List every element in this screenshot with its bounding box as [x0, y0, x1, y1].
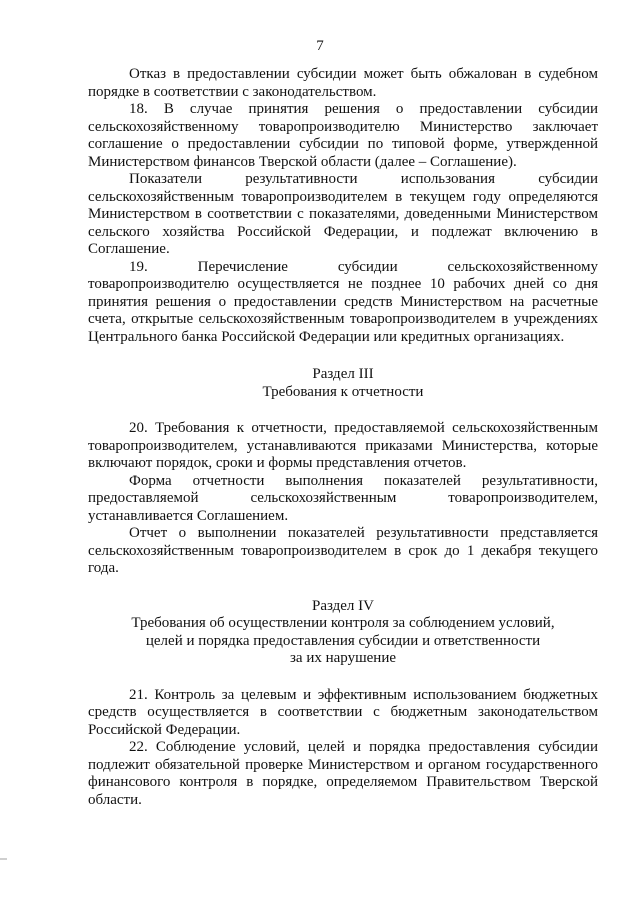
paragraph-18: 18. В случае принятия решения о предоставлении субсидии сельскохозяйственному товаропроизводителю Министерство заключает соглашение о предоставлении субсидии по типовой форме, утвержденной Министерством финансов Тверской области (далее – Соглашение).: [88, 101, 598, 170]
scan-edge-mark: [0, 858, 7, 860]
paragraph-report-form: Форма отчетности выполнения показателей результативности, предоставляемой сельскохозяйственным товаропроизводителем, устанавливается Соглашением.: [88, 472, 598, 524]
paragraph-20: 20. Требования к отчетности, предоставляемой сельскохозяйственным товаропроизводителем, устанавливаются приказами Министерства, которые включают порядок, сроки и формы представления отчетов.: [88, 420, 598, 471]
page-number: 7: [316, 38, 324, 54]
section-4-subtitle-line-3: за их нарушение: [289, 650, 397, 666]
section-3-title: Раздел III: [312, 366, 374, 382]
section-3-subtitle: Требования к отчетности: [262, 383, 424, 400]
paragraph-19: 19. Перечисление субсидии сельскохозяйственному товаропроизводителю осуществляется не позднее 10 рабочих дней со дня принятия решения о предоставлении средств Министерством на расчетные счета, открытые сельскохозяйственным товаропроизводителем в учреждениях Центрального банка Российской Федерации или кредитных организациях.: [88, 258, 598, 345]
paragraph-21: 21. Контроль за целевым и эффективным использованием бюджетных средств осуществляется в соответствии с бюджетным законодательством Российской Федерации.: [88, 686, 598, 738]
paragraph-report-deadline: Отчет о выполнении показателей результативности представляется сельскохозяйственным товаропроизводителем в срок до 1 декабря текущего года.: [88, 525, 598, 576]
paragraph-indicators: Показатели результативности использования субсидии сельскохозяйственным товаропроизводителем в текущем году определяются Министерством в соответствии с показателями, доведенными Министерством сельского хозяйства Российской Федерации, и подлежат включению в Соглашение.: [88, 171, 598, 257]
section-4-subtitle-line-2: целей и порядка предоставления субсидии и ответственности: [145, 632, 541, 649]
paragraph-appeal: Отказ в предоставлении субсидии может быть обжалован в судебном порядке в соответствии с законодательством.: [88, 66, 598, 100]
paragraph-22: 22. Соблюдение условий, целей и порядка предоставления субсидии подлежит обязательной проверке Министерством и органом государственного финансового контроля в порядке, определяемом Правительством Тверской области.: [88, 739, 598, 808]
document-body: [88, 66, 598, 809]
section-4-subtitle-line-1: Требования об осуществлении контроля за соблюдением условий,: [131, 615, 555, 631]
section-4-title: Раздел IV: [311, 597, 374, 614]
